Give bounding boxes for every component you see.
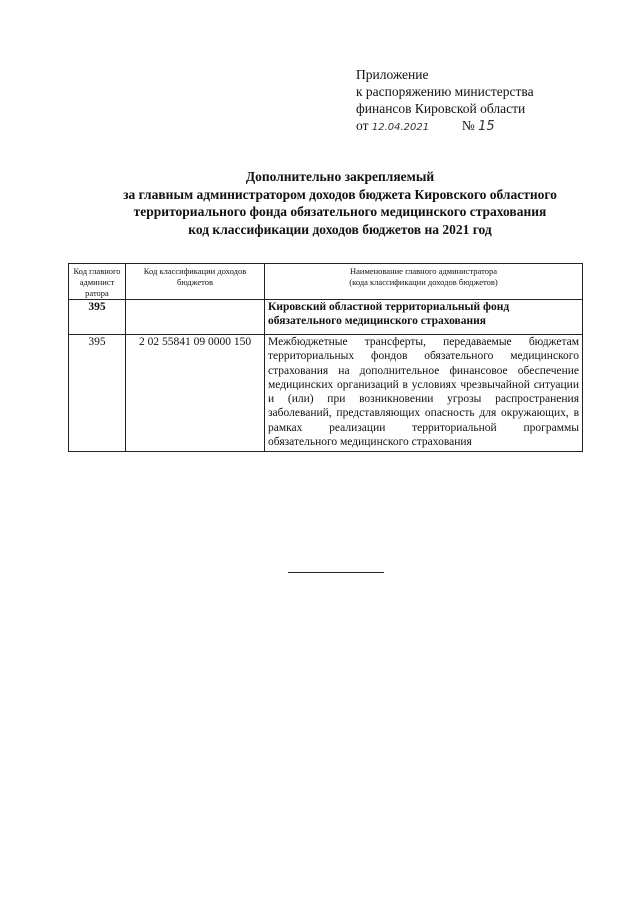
title-line-3: территориального фонда обязательного медицинского страхования — [133, 204, 547, 219]
attachment-line-2: к распоряжению министерства — [356, 84, 534, 99]
closing-rule — [288, 572, 384, 573]
attachment-line-3: финансов Кировской области — [356, 101, 526, 116]
attachment-line-1: Приложение — [356, 67, 429, 82]
title-line-1: Дополнительно закрепляемый — [245, 169, 435, 184]
table-header-row — [69, 264, 583, 300]
attachment-header — [356, 66, 534, 136]
row-income-name: Межбюджетные трансферты, передаваемые бюджетам территориальных фондов обязательного медицинского страхования на дополнительное финансовое обеспечение медицинских организаций в условиях чрезвычайной ситуации и (или) при возникновении угрозы распространения заболеваний, представляющих опасность для окружающих, в рамках реализации территориальной программы обязательного медицинского страхования — [265, 335, 583, 452]
title-line-2: за главным администратором доходов бюджета Кировского областного — [123, 186, 557, 202]
document-title — [60, 168, 620, 238]
table-row — [69, 335, 583, 452]
title-line-4: код классификации доходов бюджетов на 2021 год — [188, 221, 492, 237]
row-admin-code: 395 — [69, 300, 126, 335]
row-admin-name: Кировский областной территориальный фонд обязательного медицинского страхования — [265, 300, 583, 335]
header-admin-name-line-1: Наименование главного администратора — [349, 266, 497, 276]
handwritten-date: 12.04.2021 — [371, 122, 430, 133]
header-income-code: Код классификации доходов бюджетов — [126, 264, 265, 300]
income-codes-table — [68, 263, 583, 452]
handwritten-number: 15 — [478, 119, 495, 134]
row-income-code: 2 02 55841 09 0000 150 — [126, 335, 265, 452]
row-admin-code: 395 — [69, 335, 126, 452]
header-admin-code: Код главного админист ратора — [69, 264, 126, 300]
number-label: № — [461, 118, 475, 133]
header-admin-name — [265, 264, 583, 300]
attachment-date-line — [356, 117, 534, 136]
table-row — [69, 300, 583, 335]
header-admin-name-line-2: (кода классификации доходов бюджетов) — [349, 277, 498, 287]
row-income-code — [126, 300, 265, 335]
date-prefix: от — [356, 118, 369, 133]
